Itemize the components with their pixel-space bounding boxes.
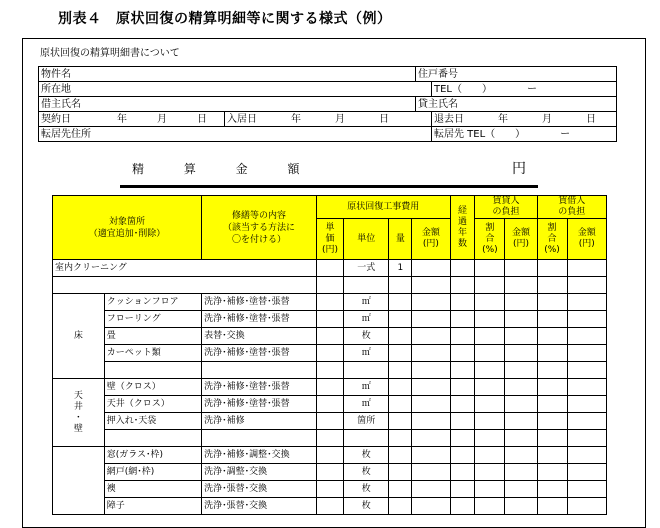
- cleaning-label: 室内クリーニング: [53, 260, 317, 277]
- header-ratio-part: 割: [485, 222, 495, 233]
- table-row: [53, 311, 607, 328]
- header-landlord-amount: [505, 219, 537, 260]
- table-row: [53, 481, 607, 498]
- header-amount-part: (円): [422, 239, 439, 249]
- header-repair-label: 修繕等の内容: [232, 210, 287, 221]
- contract-info-table: [38, 66, 617, 142]
- fixture-method: 洗浄･張替･交換: [202, 481, 317, 498]
- header-ratio-part: 合: [485, 233, 495, 244]
- wall-method: 洗浄･補修･塗替･張替: [202, 379, 317, 396]
- move-in-day: 日: [379, 113, 389, 125]
- header-elapsed-char: 年: [457, 227, 467, 238]
- new-tel-cell: 転居先 TEL（ ） ー: [432, 127, 617, 142]
- header-amount-part: 金額: [511, 228, 530, 238]
- wall-group-char: ･: [76, 412, 81, 423]
- wall-item: 押入れ･天袋: [104, 413, 201, 430]
- wall-group-char: 壁: [73, 423, 83, 434]
- floor-method: 洗浄･補修･塗替･張替: [202, 311, 317, 328]
- property-name-cell: 物件名: [39, 67, 416, 82]
- wall-group-char: 井: [73, 401, 83, 412]
- header-landlord-burden-line: の負担: [492, 207, 520, 217]
- header-qty: 量: [389, 219, 412, 260]
- header-amount-part: 金額: [421, 228, 440, 238]
- header-amount-part: (円): [512, 239, 529, 249]
- new-address-cell: 転居先住所: [39, 127, 432, 142]
- header-landlord-burden-line: 賃貸人: [492, 196, 520, 206]
- settlement-amount-unit: 円: [512, 161, 526, 177]
- fixture-method: 洗浄･調整･交換: [202, 464, 317, 481]
- fixture-item: 障子: [104, 498, 201, 515]
- table-row: [53, 447, 607, 464]
- move-in-year: 年: [291, 113, 301, 125]
- address-cell: 所在地: [39, 82, 432, 97]
- move-in-month: 月: [335, 113, 345, 125]
- table-row: [53, 362, 607, 379]
- contract-date-cell: [39, 112, 225, 127]
- header-ratio-part: 合: [547, 233, 557, 244]
- contract-date-label: 契約日: [41, 113, 71, 125]
- table-row: [53, 396, 607, 413]
- header-landlord-ratio: [475, 219, 505, 260]
- header-target-label: 対象箇所: [109, 216, 146, 227]
- fixture-unit: 枚: [343, 481, 389, 498]
- table-row: [53, 294, 607, 311]
- fixture-unit: 枚: [343, 498, 389, 515]
- floor-method: 洗浄･補修･塗替･張替: [202, 294, 317, 311]
- wall-group-char: 天: [73, 390, 83, 401]
- fixture-method: 洗浄･補修･調整･交換: [202, 447, 317, 464]
- document-title: 別表４ 原状回復の精算明細等に関する様式（例）: [58, 11, 392, 27]
- header-tenant-burden-line: 賃借人: [558, 196, 586, 206]
- header-ratio-part: (%): [544, 244, 560, 255]
- floor-item: フローリング: [104, 311, 201, 328]
- header-ratio-part: 割: [547, 222, 557, 233]
- fixture-unit: 枚: [343, 464, 389, 481]
- unit-number-cell: 住戸番号: [416, 67, 617, 82]
- contract-year: 年: [117, 113, 127, 125]
- fixture-unit: 枚: [343, 447, 389, 464]
- wall-item: 壁（クロス）: [104, 379, 201, 396]
- header-cost: 原状回復工事費用: [317, 196, 451, 219]
- header-ratio-part: (%): [482, 244, 498, 255]
- restoration-cost-table: [52, 195, 607, 515]
- floor-method: 表替･交換: [202, 328, 317, 345]
- fixture-item: 襖: [104, 481, 201, 498]
- floor-unit: 枚: [343, 328, 389, 345]
- table-row: [53, 413, 607, 430]
- header-tenant-amount: [567, 219, 606, 260]
- move-out-month: 月: [542, 113, 552, 125]
- wall-unit: ㎡: [343, 379, 389, 396]
- header-repair: [202, 196, 317, 260]
- fixture-item: 窓(ガラス･枠): [104, 447, 201, 464]
- header-unit-price-part: 単: [325, 222, 335, 233]
- contract-month: 月: [157, 113, 167, 125]
- header-target: [53, 196, 202, 260]
- tenant-name-cell: 借主氏名: [39, 97, 416, 112]
- floor-item: 畳: [104, 328, 201, 345]
- cleaning-qty: 1: [389, 260, 412, 277]
- tel-cell: TEL（ ） ー: [432, 82, 617, 97]
- floor-method: 洗浄･補修･塗替･張替: [202, 345, 317, 362]
- header-tenant-burden-line: の負担: [558, 207, 586, 217]
- contract-day: 日: [197, 113, 207, 125]
- header-unit-price-part: (円): [321, 244, 338, 255]
- table-row: [53, 345, 607, 362]
- floor-unit: ㎡: [343, 311, 389, 328]
- cleaning-unit: 一式: [343, 260, 389, 277]
- table-row: [53, 379, 607, 396]
- floor-item: クッションフロア: [104, 294, 201, 311]
- header-elapsed-char: 過: [457, 216, 467, 227]
- table-row: [53, 464, 607, 481]
- header-repair-sub1: （該当する方法に: [223, 222, 296, 233]
- move-out-day: 日: [586, 113, 596, 125]
- wall-unit: ㎡: [343, 396, 389, 413]
- floor-group-label: 床: [53, 294, 105, 379]
- header-elapsed-char: 数: [457, 238, 467, 249]
- header-elapsed-char: 経: [457, 205, 467, 216]
- floor-unit: ㎡: [343, 345, 389, 362]
- header-unit-price: [317, 219, 344, 260]
- move-in-label: 入居日: [227, 113, 257, 125]
- header-landlord-burden: [475, 196, 537, 219]
- header-repair-sub2: 〇を付ける）: [232, 234, 287, 245]
- move-out-year: 年: [498, 113, 508, 125]
- table-row: [53, 260, 607, 277]
- header-target-sub: （適宜追加･削除）: [88, 228, 166, 239]
- table-row: [53, 430, 607, 447]
- header-elapsed-years: [450, 196, 475, 260]
- floor-unit: ㎡: [343, 294, 389, 311]
- floor-item: カーペット類: [104, 345, 201, 362]
- wall-unit: 箇所: [343, 413, 389, 430]
- table-row: [53, 498, 607, 515]
- landlord-name-cell: 貸主氏名: [416, 97, 617, 112]
- fixture-item: 網戸(網･枠): [104, 464, 201, 481]
- fixture-method: 洗浄･張替･交換: [202, 498, 317, 515]
- settlement-amount-label: 精 算 金 額: [132, 162, 318, 176]
- header-amount-part: (円): [578, 239, 595, 249]
- header-tenant-burden: [537, 196, 606, 219]
- wall-item: 天井（クロス）: [104, 396, 201, 413]
- move-out-label: 退去日: [434, 113, 464, 125]
- move-in-date-cell: [225, 112, 432, 127]
- wall-group-label: [53, 379, 105, 447]
- table-row: [53, 277, 607, 294]
- header-unit: 単位: [343, 219, 389, 260]
- header-tenant-ratio: [537, 219, 567, 260]
- wall-method: 洗浄･補修･塗替･張替: [202, 396, 317, 413]
- wall-method: 洗浄･補修: [202, 413, 317, 430]
- header-cost-amount: [412, 219, 450, 260]
- document-caption: 原状回復の精算明細書について: [40, 48, 180, 59]
- settlement-amount-line: [120, 158, 538, 188]
- header-unit-price-part: 価: [325, 233, 335, 244]
- header-amount-part: 金額: [577, 228, 596, 238]
- move-out-date-cell: [432, 112, 617, 127]
- table-row: [53, 328, 607, 345]
